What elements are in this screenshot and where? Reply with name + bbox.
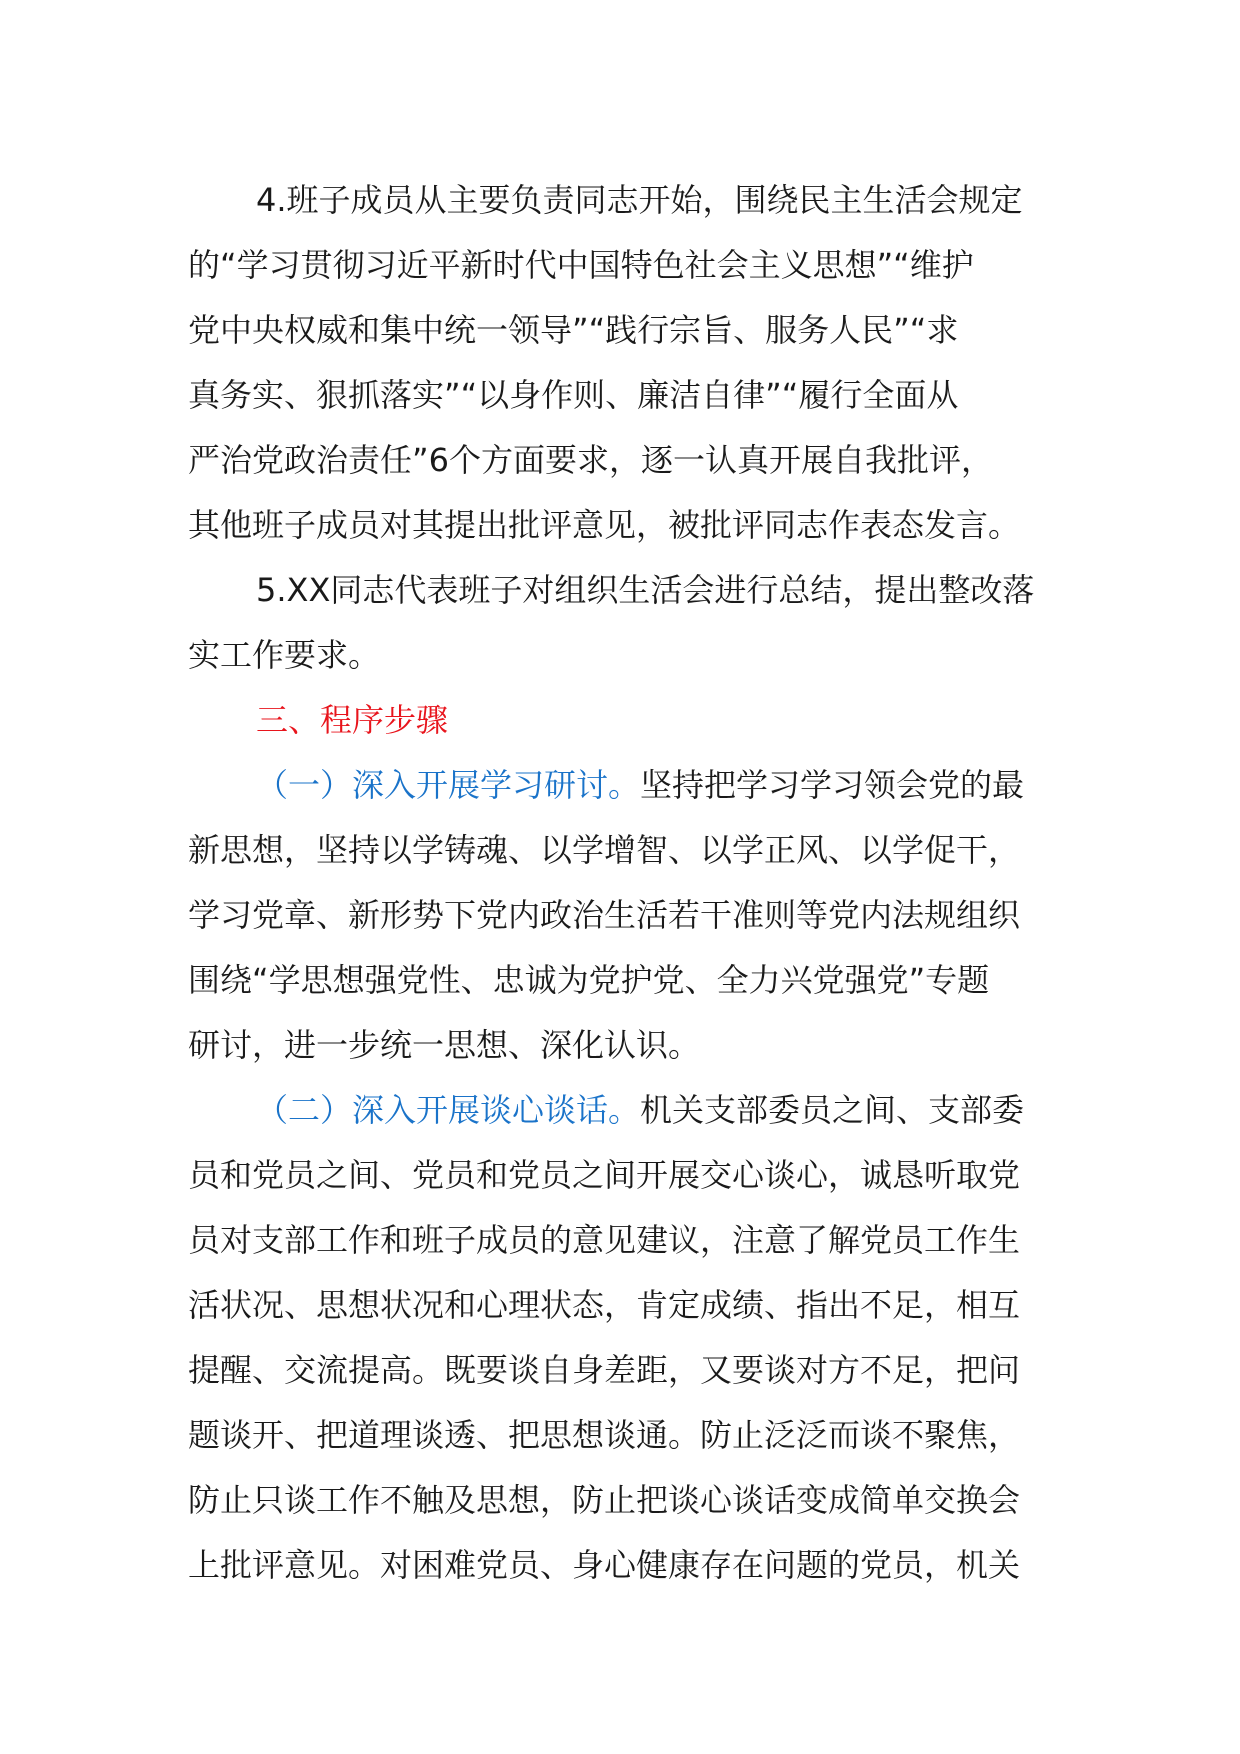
subsection-1-paragraph (188, 753, 1068, 1078)
paragraph-first-line (188, 753, 1068, 818)
paragraph-line: 上批评意见。对困难党员、身心健康存在问题的党员，机关 (188, 1546, 1021, 1584)
subsection-2-paragraph (188, 1078, 1068, 1598)
paragraph-line: 的“学习贯彻习近平新时代中国特色社会主义思想”“维护 (188, 246, 974, 284)
paragraph-line: 学习党章、新形势下党内政治生活若干准则等党内法规组织 (188, 896, 1021, 934)
paragraph-line: 真务实、狠抓落实”“以身作则、廉洁自律”“履行全面从 (188, 376, 959, 414)
paragraph-line: 防止只谈工作不触及思想，防止把谈心谈话变成简单交换会 (188, 1481, 1021, 1519)
paragraph-line: 员对支部工作和班子成员的意见建议，注意了解党员工作生 (188, 1221, 1021, 1259)
paragraph-first-line (188, 1078, 1068, 1143)
paragraph-line: 围绕“学思想强党性、忠诚为党护党、全力兴党强党”专题 (188, 961, 990, 999)
paragraph-line: 研讨，进一步统一思想、深化认识。 (188, 1026, 701, 1064)
paragraph-line: 活状况、思想状况和心理状态，肯定成绩、指出不足，相互 (188, 1286, 1021, 1324)
paragraph-line: 题谈开、把道理谈透、把思想谈通。防止泛泛而谈不聚焦， (188, 1416, 1021, 1454)
paragraph-line: 其他班子成员对其提出批评意见，被批评同志作表态发言。 (188, 506, 1021, 544)
paragraph-line: 5.XX同志代表班子对组织生活会进行总结，提出整改落 (256, 571, 1035, 609)
paragraph-line: 党中央权威和集中统一领导”“践行宗旨、服务人民”“求 (188, 311, 959, 349)
subsection-heading: （二）深入开展谈心谈话。 (256, 1091, 641, 1129)
paragraph-line: 4.班子成员从主要负责同志开始，围绕民主生活会规定 (256, 181, 1023, 219)
section-heading: 三、程序步骤 (256, 701, 449, 739)
item-4-paragraph (188, 168, 1068, 558)
paragraph-line: 提醒、交流提高。既要谈自身差距，又要谈对方不足，把问 (188, 1351, 1021, 1389)
paragraph-text: 坚持把学习学习领会党的最 (640, 766, 1025, 804)
paragraph-line: 新思想，坚持以学铸魂、以学增智、以学正风、以学促干， (188, 831, 1021, 869)
item-5-paragraph (188, 558, 1068, 688)
paragraph-line: 员和党员之间、党员和党员之间开展交心谈心，诚恳听取党 (188, 1156, 1021, 1194)
paragraph-line: 严治党政治责任”6个方面要求，逐一认真开展自我批评， (188, 441, 993, 479)
paragraph-line: 实工作要求。 (188, 636, 381, 674)
paragraph-text: 机关支部委员之间、支部委 (640, 1091, 1025, 1129)
subsection-heading: （一）深入开展学习研讨。 (256, 766, 641, 804)
document-body (188, 168, 1068, 1598)
